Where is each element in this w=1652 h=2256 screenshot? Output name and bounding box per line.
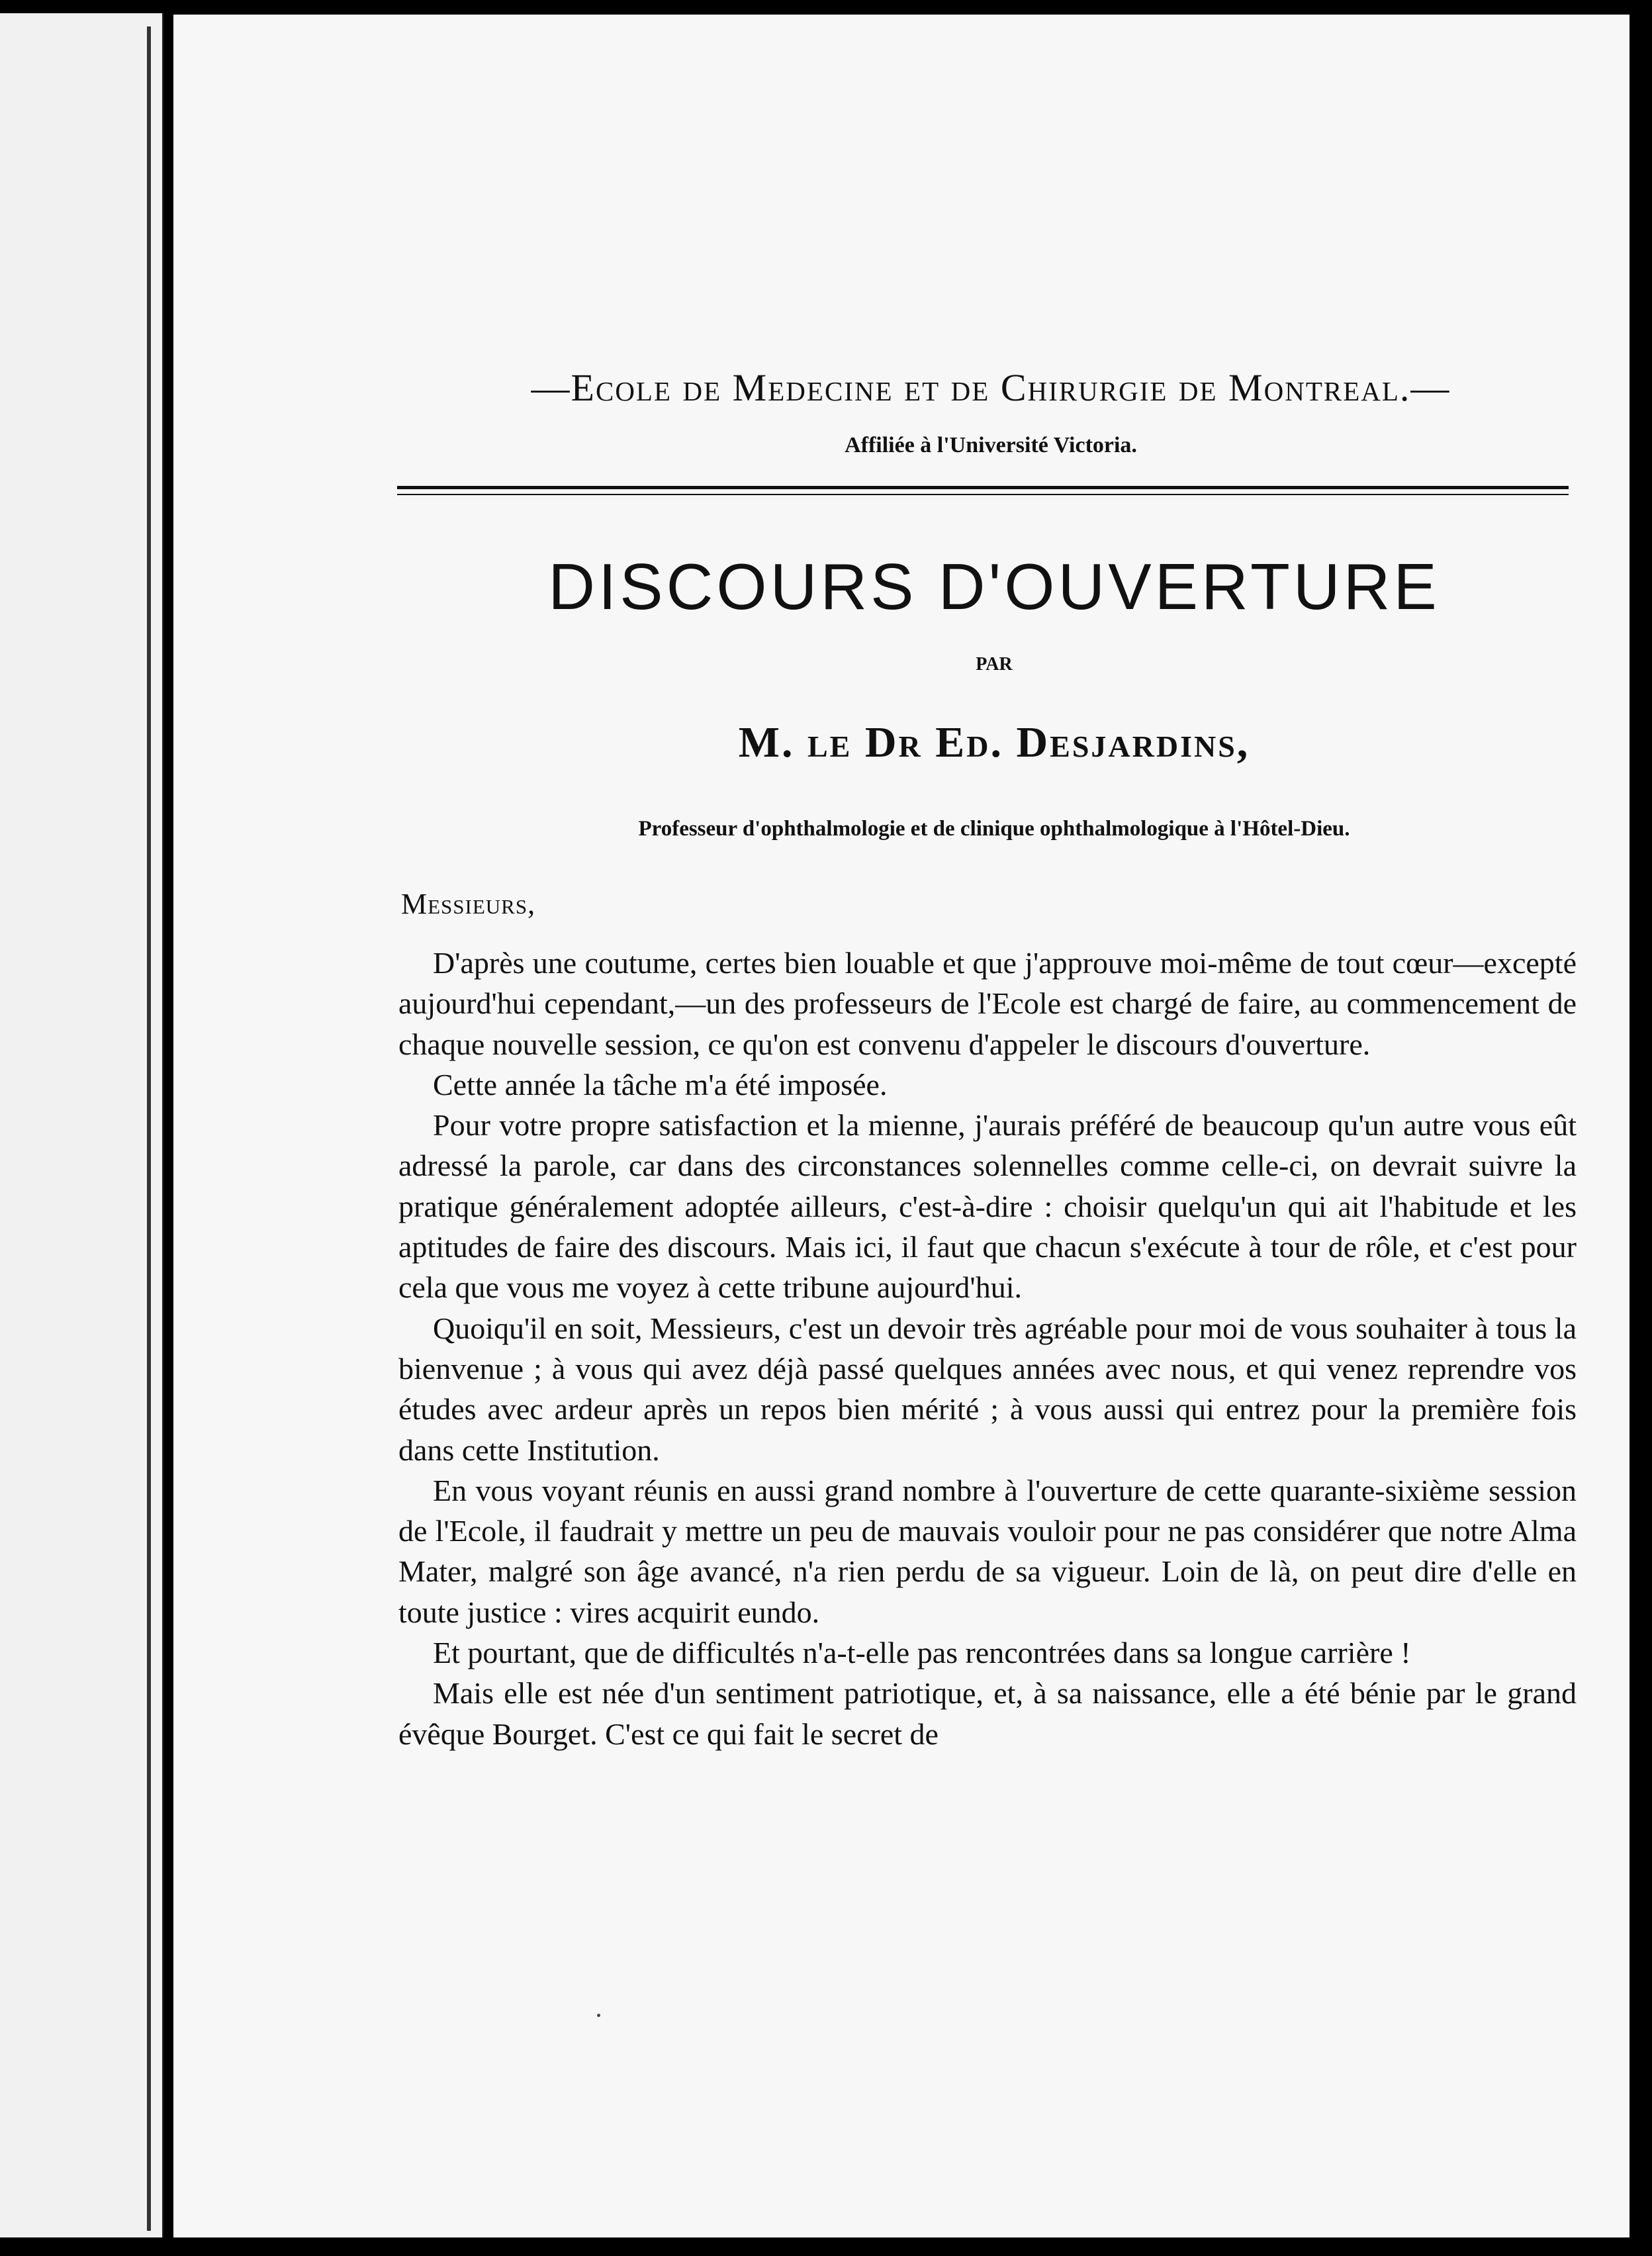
- header-rule-thin: [397, 494, 1569, 495]
- paragraph: Pour votre propre satisfaction et la mienne, j'aurais préféré de beaucoup qu'un autre vous eût adressé la parole, car dans des circonstances solennelles comme celle-ci, on devrait suivre la pratique généralement adoptée ailleurs, c'est-à-dire : choisir quelqu'un qui ait l'habitude et les aptitudes de faire des discours. Mais ici, il faut que chacun s'exécute à tour de rôle, et c'est pour cela que vous me voyez à cette tribune aujourd'hui.: [398, 1108, 1577, 1305]
- paragraph: Et pourtant, que de difficultés n'a-t-elle pas rencontrées dans sa longue carrière !: [433, 1636, 1411, 1670]
- paragraph: Cette année la tâche m'a été imposée.: [433, 1067, 888, 1102]
- paragraph: D'après une coutume, certes bien louable et que j'approuve moi-même de tout cœur—excepté aujourd'hui cependant,—un des professeurs de l'Ecole est chargé de faire, au commencement de chaque nouvelle session, ce qu'on est convenu d'appeler le discours d'ouverture.: [398, 946, 1577, 1061]
- school-header: —Ecole de Medecine et de Chirurgie de Montreal.—: [531, 366, 1451, 409]
- affiliation-line: Affiliée à l'Université Victoria.: [845, 433, 1137, 457]
- page-title: DISCOURS D'OUVERTURE: [548, 550, 1440, 623]
- paragraph: Mais elle est née d'un sentiment patriotique, et, à sa naissance, elle a été bénie par le grand évêque Bourget. C'est ce qui fait le secret de: [398, 1676, 1577, 1751]
- body-text: [398, 943, 1577, 1754]
- page-gutter: [147, 26, 151, 2231]
- facing-page-edge: [0, 13, 163, 2237]
- author-title: Professeur d'ophthalmologie et de clinique ophthalmologique à l'Hôtel-Dieu.: [638, 817, 1350, 841]
- paragraph: Quoiqu'il en soit, Messieurs, c'est un devoir très agréable pour moi de vous souhaiter à tous la bienvenue ; à vous qui avez déjà passé quelques années avec nous, et qui venez reprendre vos études avec ardeur après un repos bien mérité ; à vous aussi qui entrez pour la première fois dans cette Institution.: [398, 1311, 1577, 1467]
- byline-label: PAR: [976, 654, 1013, 675]
- document-page: [173, 15, 1629, 2237]
- print-speck: [597, 2014, 600, 2017]
- author-name: M. le Dr Ed. Desjardins,: [738, 718, 1250, 767]
- salutation: Messieurs,: [401, 888, 536, 920]
- header-rule-thick: [397, 486, 1569, 489]
- paragraph: En vous voyant réunis en aussi grand nombre à l'ouverture de cette quarante-sixième session de l'Ecole, il faudrait y mettre un peu de mauvais vouloir pour ne pas considérer que notre Alma Mater, malgré son âge avancé, n'a rien perdu de sa vigueur. Loin de là, on peut dire d'elle en toute justice : vires acquirit eundo.: [398, 1473, 1577, 1629]
